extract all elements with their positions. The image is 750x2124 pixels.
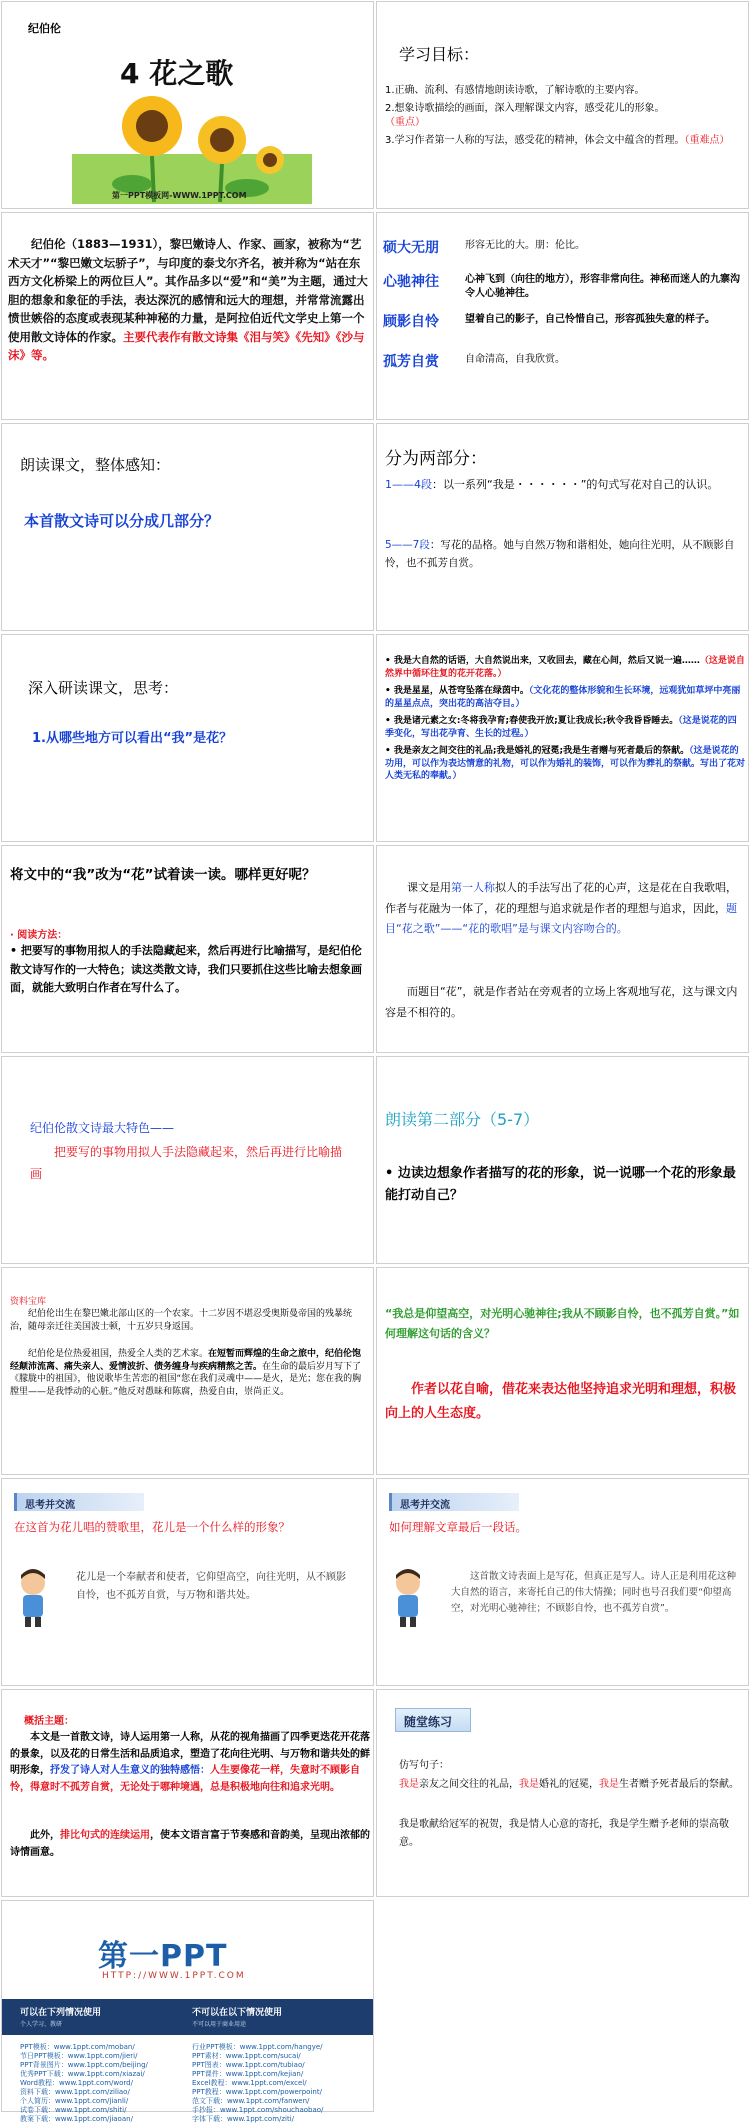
part-2-text: ：写花的品格。她与自然万物和谐相处，她向往光明，从不顾影自怜，也不孤芳自赏。 bbox=[385, 539, 735, 569]
author-label: 纪伯伦 bbox=[28, 22, 61, 35]
slide-feature[interactable] bbox=[1, 1056, 374, 1264]
deep-question: 1.从哪些地方可以看出“我”是花？ bbox=[32, 731, 233, 746]
resource-bold: 在短暂而辉煌的生命之旅中，纪伯伦饱经颠沛流离、痛失亲人、爱情波折、债务缠身与疾病精熬之苦。 bbox=[10, 1349, 362, 1372]
evidence-quote: 我是亲友之间交往的礼品;我是婚礼的冠冕;我是生者赠与死者最后的祭献。 bbox=[393, 746, 690, 756]
credit-link[interactable]: 试卷下载：www.1ppt.com/shiti/ bbox=[20, 2106, 127, 2114]
vocab-term: 孤芳自赏 bbox=[383, 354, 439, 370]
evidence-note: （这是说自然界中循环往复的花开花落。） bbox=[385, 656, 745, 679]
evidence-note: （文化花的整体形貌和生长环境，远观犹如草坪中亮丽的星星点点，突出花的高洁夺目。） bbox=[385, 686, 741, 709]
author-works: 主要代表作有散文诗集《泪与笑》《先知》《沙与沫》等。 bbox=[8, 329, 365, 362]
resource-p1: 纪伯伦出生在黎巴嫩北部山区的一个农家。十二岁因不堪忍受奥斯曼帝国的残暴统治，随母亲迁往美国波士顿，十五岁只身返国。 bbox=[10, 1309, 353, 1332]
slide-vocabulary[interactable] bbox=[376, 212, 749, 420]
theme-text: ，使本文语言富于节奏感和音韵美，呈现出浓郁的诗情画意。 bbox=[10, 1830, 370, 1858]
slide-theme[interactable] bbox=[1, 1689, 374, 1897]
evidence-note: （这是说花的功用，可以作为表达情意的礼物，可以作为婚礼的装饰，可以作为葬礼的祭献。写出了花对人类无私的奉献。） bbox=[385, 746, 746, 781]
deep-prompt: 深入研读课文，思考： bbox=[28, 679, 179, 697]
discuss-badge: 思考并交流 bbox=[14, 1493, 144, 1511]
evidence-item: • 我是亲友之间交往的礼品;我是婚礼的冠冕;我是生者赠与死者最后的祭献。（这是说花的功用，可以作为表达情意的礼物，可以作为婚礼的装饰，可以作为葬礼的祭献。写出了花对人类无私的奉献。） bbox=[385, 746, 746, 781]
evidence-list bbox=[385, 655, 745, 783]
part-1-range: 1——4段 bbox=[385, 478, 432, 491]
vocab-list bbox=[383, 237, 743, 385]
theme-highlight: 人生要像花一样，失意时不顾影自怜，得意时不孤芳自赏，无论处于哪种境遇，总是积极地向往和追求光明。 bbox=[10, 1765, 360, 1793]
slide-credits[interactable] bbox=[1, 1900, 374, 2123]
analysis-text: 拟人的手法写出了花的心声，这是花在自我歌唱，作者与花融为一体了，花的理想与追求就是作者的理想与追求，因此， bbox=[385, 881, 737, 915]
goal-3: 3.学习作者第一人称的写法，感受花的精神，体会文中蕴含的哲理。 bbox=[385, 135, 685, 146]
part-2 bbox=[385, 536, 740, 572]
part-1-text: ：以一系列“我是・・・・・・”的句式写花对自己的认识。 bbox=[432, 478, 719, 491]
slide-part-two[interactable] bbox=[376, 1056, 749, 1264]
slide-practice[interactable] bbox=[376, 1689, 749, 1897]
goals-list bbox=[385, 84, 741, 148]
analysis-p1 bbox=[385, 878, 745, 940]
vocab-item bbox=[383, 271, 743, 311]
credit-link[interactable]: PPT课件：www.1ppt.com/kejian/ bbox=[192, 2070, 304, 2078]
slide-evidence[interactable] bbox=[376, 634, 749, 842]
vocab-def: 心神飞到（向往的地方），形容非常向往。神秘而迷人的九寨沟令人心驰神往。 bbox=[465, 274, 740, 299]
slide-author-intro[interactable] bbox=[1, 212, 374, 420]
part-2-range: 5——7段 bbox=[385, 539, 430, 551]
practice-example bbox=[399, 1776, 739, 1794]
theme-highlight: 排比句式的连续运用 bbox=[60, 1830, 150, 1841]
evidence-quote: 我是星星，从苍穹坠落在绿茵中。 bbox=[393, 686, 529, 696]
discuss-question: 在这首为花儿唱的赞歌里，花儿是一个什么样的形象？ bbox=[14, 1520, 290, 1534]
credit-link[interactable]: PPT模板：www.1ppt.com/moban/ bbox=[20, 2043, 135, 2051]
overview-question: 本首散文诗可以分成几部分？ bbox=[24, 512, 220, 530]
credits-logo: 第一PPT bbox=[98, 1939, 228, 1974]
analysis-text: 课文是用 bbox=[407, 881, 451, 894]
analysis-highlight: 题目“花之歌”——“花的歌唱”是与课文内容吻合的。 bbox=[385, 901, 737, 935]
feature-line-2: 把要写的事物用拟人手法隐藏起来，然后再进行比喻描画 bbox=[30, 1145, 343, 1181]
evidence-note: （这是说花的四季变化，写出花孕育、生长的过程。） bbox=[385, 716, 737, 739]
example-key: 我是 bbox=[599, 1779, 619, 1790]
credit-link[interactable]: 个人简历：www.1ppt.com/jianli/ bbox=[20, 2097, 129, 2105]
vocab-term: 硕大无朋 bbox=[383, 240, 439, 256]
credits-left-sub: 个人学习、教研 bbox=[20, 2021, 63, 2028]
example-key: 我是 bbox=[399, 1779, 419, 1790]
discuss-answer: 这首散文诗表面上是写花，但真正是写人。诗人正是利用花这种大自然的语言，来寄托自己的伟大情操；同时也号召我们要“仰望高空，对光明心驰神往；不顾影自怜，也不孤芳自赏”。 bbox=[451, 1571, 737, 1614]
quote-question: “我总是仰望高空，对光明心驰神往;我从不顾影自怜，也不孤芳自赏。”如何理解这句话的含义？ bbox=[385, 1307, 740, 1340]
part-two-title: 朗读第二部分（5-7） bbox=[385, 1110, 540, 1129]
quote-answer: 作者以花自喻，借花来表达他坚持追求光明和理想，积极向上的人生态度。 bbox=[385, 1382, 737, 1421]
practice-badge: 随堂练习 bbox=[395, 1708, 471, 1732]
slide-title-analysis[interactable] bbox=[376, 845, 749, 1053]
evidence-item: • 我是大自然的话语，大自然说出来，又收回去，藏在心间，然后又说一遍……（这是说自然界中循环往复的花开花落。） bbox=[385, 656, 745, 679]
sunflower-3 bbox=[256, 146, 284, 174]
lesson-title: 4 花之歌 bbox=[120, 57, 234, 90]
overview-prompt: 朗读课文，整体感知： bbox=[20, 456, 171, 474]
vocab-term: 心驰神往 bbox=[383, 274, 439, 290]
credit-link[interactable]: 资料下载：www.1ppt.com/ziliao/ bbox=[20, 2088, 130, 2096]
vocab-term: 顾影自怜 bbox=[383, 314, 439, 330]
resource-text: 纪伯伦是位热爱祖国，热爱全人类的艺术家。 bbox=[28, 1349, 209, 1359]
credits-links-right bbox=[192, 2043, 362, 2124]
evidence-quote: 我是诸元素之女:冬将我孕育;春使我开放;夏让我成长;秋令我昏昏睡去。 bbox=[393, 716, 679, 726]
credits-left-title: 可以在下列情况使用 bbox=[20, 2008, 102, 2018]
method-body: 把要写的事物用拟人的手法隐藏起来，然后再进行比喻描写，是纪伯伦散文诗写作的一大特色；读这类散文诗，我们只要抓住这些比喻去想象画面，就能大致明白作者在写什么了。 bbox=[10, 944, 362, 994]
vocab-def: 自命清高，自我欣赏。 bbox=[465, 354, 565, 365]
slide-quote[interactable] bbox=[376, 1267, 749, 1475]
example-key: 我是 bbox=[519, 1779, 539, 1790]
parts-heading: 分为两部分： bbox=[385, 449, 487, 469]
example-value: 婚礼的冠冕， bbox=[539, 1779, 599, 1790]
theme-text: 本文是一首散文诗，诗人运用第一人称，从花的视角描画了四季更迭花开花落的景象，以及花的日常生活和品质追求，塑造了花向往光明、与万物和谐共处的鲜明形象， bbox=[10, 1732, 370, 1776]
student-icon bbox=[389, 1567, 427, 1629]
part-1 bbox=[385, 474, 740, 496]
goal-2-tag: （重点） bbox=[385, 117, 425, 128]
credit-link[interactable]: PPT素材：www.1ppt.com/sucai/ bbox=[192, 2052, 301, 2060]
credits-header-bar bbox=[2, 1999, 373, 2035]
site-footer: 第一PPT模板网-WWW.1PPT.COM bbox=[112, 191, 247, 200]
slide-overview[interactable] bbox=[1, 423, 374, 631]
theme-p2 bbox=[10, 1828, 370, 1861]
part-two-question: • 边读边想象作者描写的花的形象，说一说哪一个花的形象最能打动自己？ bbox=[385, 1166, 736, 1203]
method-text: • 把要写的事物用拟人的手法隐藏起来，然后再进行比喻描写，是纪伯伦散文诗写作的一大特色；读这类散文诗，我们只要抓住这些比喻去想象画面，就能大致明白作者在写什么了。 bbox=[10, 944, 362, 994]
analysis-highlight: 第一人称 bbox=[451, 881, 495, 894]
credits-url: HTTP://WWW.1PPT.COM bbox=[102, 1971, 246, 1981]
vocab-item bbox=[383, 311, 743, 351]
example-value: 生者赠予死者最后的祭献。 bbox=[619, 1779, 739, 1790]
vocab-def: 望着自己的影子，自己怜惜自己，形容孤独失意的样子。 bbox=[465, 314, 715, 325]
method-title: 将文中的“我”改为“花”试着读一读。哪样更好呢？ bbox=[10, 867, 316, 883]
slide-resource[interactable] bbox=[1, 1267, 374, 1475]
slide-two-parts[interactable] bbox=[376, 423, 749, 631]
vocab-def: 形容无比的大。朋：伦比。 bbox=[465, 240, 585, 251]
slide-deep-reading[interactable] bbox=[1, 634, 374, 842]
resource-text: 在生命的最后岁月写下了《朦胧中的祖国》，他说歌毕生苦恋的祖国“您在我们灵魂中——是火，是光；您在我的胸膛里——是我悸动的心脏。”他反对愚昧和陈腐，热爱自由，崇尚正义。 bbox=[10, 1361, 362, 1397]
example-value: 亲友之间交往的礼品， bbox=[419, 1779, 519, 1790]
goals-heading: 学习目标： bbox=[399, 45, 480, 64]
credit-link[interactable]: PPT教程：www.1ppt.com/powerpoint/ bbox=[192, 2088, 322, 2096]
slide-discuss-1[interactable] bbox=[1, 1478, 374, 1686]
slide-learning-goals[interactable] bbox=[376, 1, 749, 209]
discuss-answer: 花儿是一个奉献者和使者，它仰望高空，向往光明，从不顾影自怜，也不孤芳自赏，与万物和谐共处。 bbox=[76, 1572, 346, 1601]
theme-p1 bbox=[10, 1730, 370, 1796]
vocab-item bbox=[383, 237, 743, 271]
discuss-badge: 思考并交流 bbox=[389, 1493, 519, 1511]
theme-text: 此外， bbox=[30, 1830, 60, 1841]
credit-link[interactable]: 优秀PPT下载：www.1ppt.com/xiazai/ bbox=[20, 2070, 145, 2078]
practice-answer: 我是歌献给冠军的祝贺，我是情人心意的寄托，我是学生赠予老师的崇高敬意。 bbox=[399, 1819, 729, 1848]
resource-p2 bbox=[10, 1348, 368, 1398]
goal-3-tag: （重难点） bbox=[684, 135, 730, 146]
resource-label: 资料宝库 bbox=[10, 1297, 47, 1307]
slide-title[interactable] bbox=[1, 1, 374, 209]
credit-link[interactable]: 教案下载：www.1ppt.com/jiaoan/ bbox=[20, 2115, 133, 2123]
slide-discuss-2[interactable] bbox=[376, 1478, 749, 1686]
credits-right-title: 不可以在以下情况使用 bbox=[192, 2008, 283, 2018]
credit-link[interactable]: 手抄报：www.1ppt.com/shouchaobao/ bbox=[192, 2106, 324, 2114]
goal-2: 2.想象诗歌描绘的画面，深入理解课文内容，感受花儿的形象。 bbox=[385, 103, 665, 114]
credit-link[interactable]: Excel教程：www.1ppt.com/excel/ bbox=[192, 2079, 307, 2087]
credit-link[interactable]: 行业PPT模板：www.1ppt.com/hangye/ bbox=[192, 2043, 323, 2051]
evidence-quote: 我是大自然的话语，大自然说出来，又收回去，藏在心间，然后又说一遍…… bbox=[393, 656, 700, 666]
credit-link[interactable]: PPT背景图片：www.1ppt.com/beijing/ bbox=[20, 2061, 148, 2069]
evidence-item: • 我是诸元素之女:冬将我孕育;春使我开放;夏让我成长;秋令我昏昏睡去。（这是说花的四季变化，写出花孕育、生长的过程。） bbox=[385, 716, 737, 739]
credit-link[interactable]: 节日PPT模板：www.1ppt.com/jieri/ bbox=[20, 2052, 138, 2060]
credit-link[interactable]: 范文下载：www.1ppt.com/fanwen/ bbox=[192, 2097, 310, 2105]
discuss-question: 如何理解文章最后一段话。 bbox=[389, 1520, 527, 1534]
author-bio: 纪伯伦（1883—1931），黎巴嫩诗人、作家、画家，被称为“艺术天才”“黎巴嫩文坛骄子”，与印度的泰戈尔齐名，被并称为“站在东西方文化桥梁上的两位巨人”。其作品多以“爱”和“美”为主题，通过大胆的想象和象征的手法，表达深沉的感情和远大的理想，并常常流露出愤世嫉俗的态度或表现某种神秘的力量，是阿拉伯近代文学史上第一个使用散文诗体的作家。 bbox=[8, 237, 368, 344]
theme-label: 概括主题： bbox=[24, 1716, 74, 1727]
student-icon bbox=[14, 1567, 52, 1629]
sunflower-illustration bbox=[72, 84, 312, 204]
author-intro bbox=[8, 235, 368, 365]
credits-links-left bbox=[20, 2043, 180, 2124]
credits-right-sub: 不可以用于商业用途 bbox=[192, 2021, 247, 2028]
feature-line-1: 纪伯伦散文诗最大特色—— bbox=[30, 1121, 175, 1135]
credit-link[interactable]: 字体下载：www.1ppt.com/ziti/ bbox=[192, 2115, 295, 2123]
evidence-item: • 我是星星，从苍穹坠落在绿茵中。（文化花的整体形貌和生长环境，远观犹如草坪中亮丽的星星点点，突出花的高洁夺目。） bbox=[385, 686, 741, 709]
method-label: · 阅读方法： bbox=[10, 930, 68, 941]
theme-highlight: 抒发了诗人对人生意义的独特感悟： bbox=[50, 1765, 210, 1776]
goal-1: 1.正确、流利、有感情地朗读诗歌，了解诗歌的主要内容。 bbox=[385, 85, 645, 96]
analysis-p2: 而题目“花”，就是作者站在旁观者的立场上客观地写花，这与课文内容是不相符的。 bbox=[385, 985, 738, 1019]
slide-reading-method[interactable] bbox=[1, 845, 374, 1053]
credit-link[interactable]: PPT图表：www.1ppt.com/tubiao/ bbox=[192, 2061, 305, 2069]
vocab-item bbox=[383, 351, 743, 385]
practice-intro: 仿写句子： bbox=[399, 1760, 449, 1771]
part-two-question-text: 边读边想象作者描写的花的形象，说一说哪一个花的形象最能打动自己？ bbox=[385, 1166, 736, 1203]
credit-link[interactable]: Word教程：www.1ppt.com/word/ bbox=[20, 2079, 133, 2087]
